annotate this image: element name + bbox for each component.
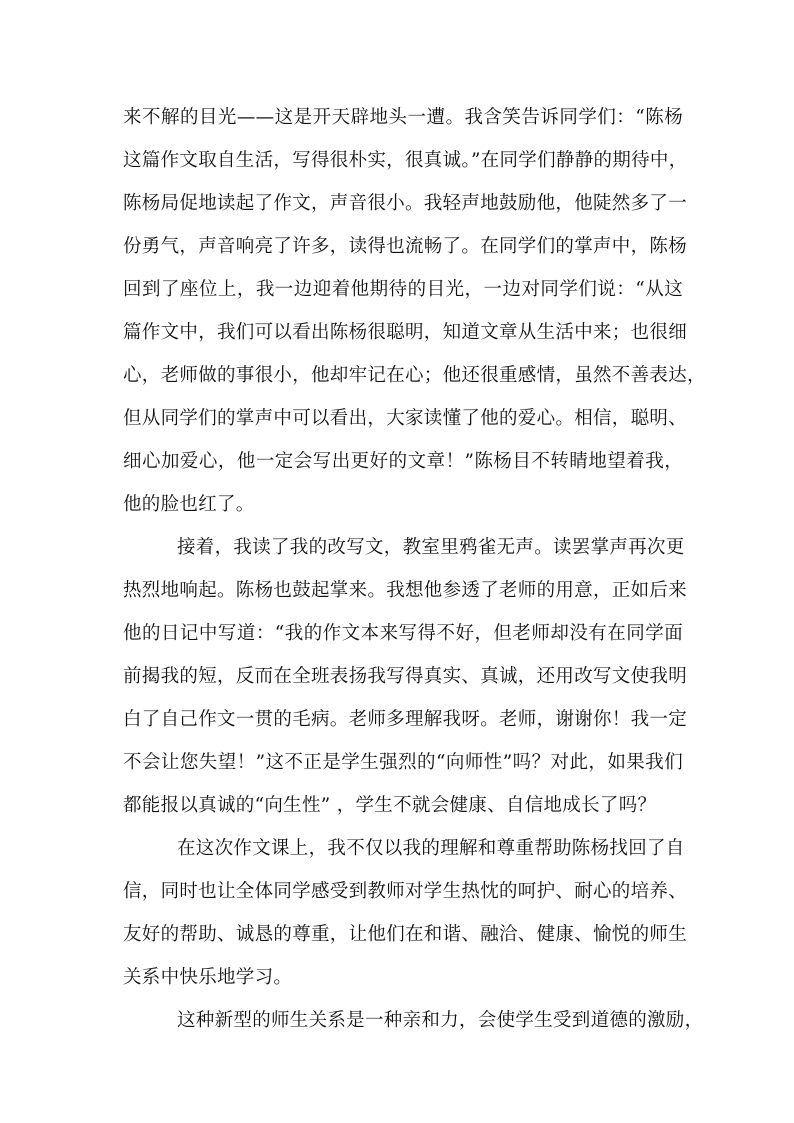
text-line: 份勇气，声音响亮了许多，读得也流畅了。在同学们的掌声中，陈杨 [123, 236, 688, 257]
text-line: 信，同时也让全体同学感受到教师对学生热忱的呵护、耐心的培养、 [123, 881, 688, 902]
text-line: 但从同学们的掌声中可以看出，大家读懂了他的爱心。相信，聪明、 [123, 408, 688, 429]
text-line: 都能报以真诚的“向生性” ，学生不就会健康、自信地成长了吗？ [123, 795, 657, 816]
text-line: 热烈地响起。陈杨也鼓起掌来。我想他参透了老师的用意，正如后来 [123, 580, 688, 601]
text-line: 友好的帮助、诚恳的尊重，让他们在和谐、融洽、健康、愉悦的师生 [123, 924, 688, 945]
text-line: 细心加爱心，他一定会写出更好的文章！”陈杨目不转睛地望着我， [123, 451, 683, 472]
text-line: 不会让您失望！”这不正是学生强烈的“向师性”吗？对此，如果我们 [123, 752, 683, 773]
text-line: 篇作文中，我们可以看出陈杨很聪明，知道文章从生活中来；也很细 [123, 322, 688, 343]
text-line: 他的日记中写道：“我的作文本来写得不好，但老师却没有在同学面 [123, 623, 683, 644]
paragraph-first-line: 接着，我读了我的改写文，教室里鸦雀无声。读罢掌声再次更 [177, 537, 685, 558]
paragraph-first-line: 在这次作文课上，我不仅以我的理解和尊重帮助陈杨找回了自 [177, 838, 685, 859]
text-line: 他的脸也红了。 [123, 494, 255, 515]
text-line: 来不解的目光——这是开天辟地头一遭。我含笑告诉同学们：“陈杨 [123, 107, 683, 128]
text-line: 关系中快乐地学习。 [123, 967, 293, 988]
text-line: 陈杨局促地读起了作文，声音很小。我轻声地鼓励他，他陡然多了一 [123, 193, 688, 214]
paragraph-first-line: 这种新型的师生关系是一种亲和力，会使学生受到道德的激励， [177, 1010, 704, 1031]
text-line: 白了自己作文一贯的毛病。老师多理解我呀。老师，谢谢你！我一定 [123, 709, 688, 730]
text-line: 回到了座位上，我一边迎着他期待的目光，一边对同学们说：“从这 [123, 279, 683, 300]
text-line: 这篇作文取自生活，写得很朴实，很真诚。”在同学们静静的期待中， [123, 150, 688, 171]
text-line: 心，老师做的事很小，他却牢记在心；他还很重感情，虽然不善表达， [123, 365, 706, 386]
text-line: 前揭我的短，反而在全班表扬我写得真实、真诚，还用改写文使我明 [123, 666, 688, 687]
